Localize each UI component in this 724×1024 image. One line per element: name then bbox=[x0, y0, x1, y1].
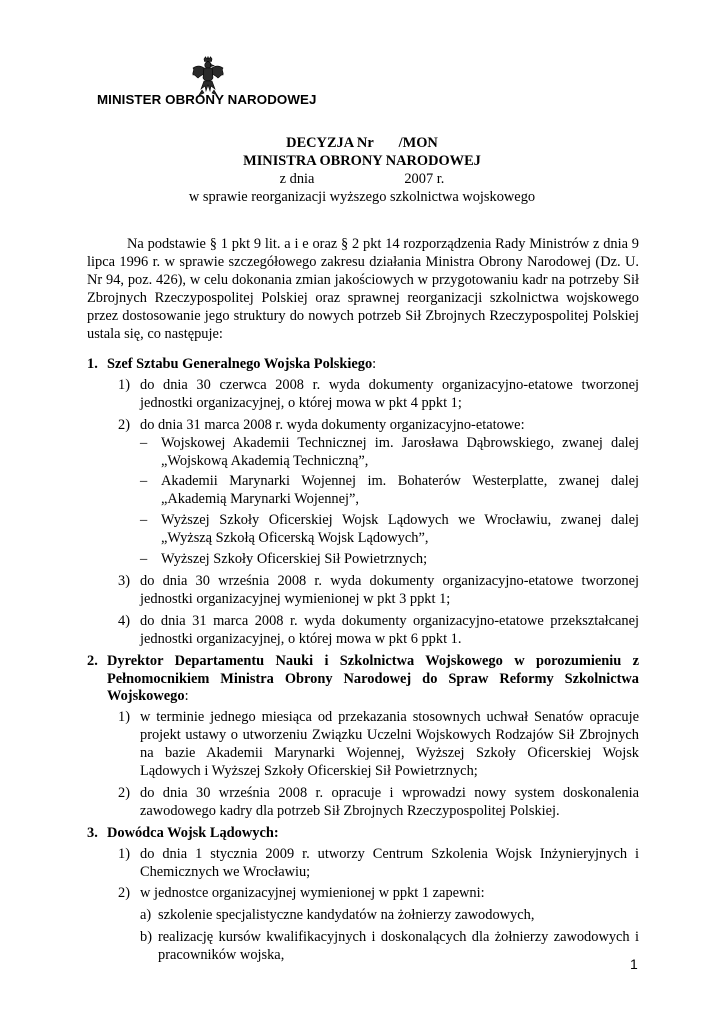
point: 2) w jednostce organizacyjnej wymienionej w ppkt 1 zapewni: a) szkolenie specjalistyczne kandydatów na żołnierzy zawodowych, b) realizację kursów kwalifikacyjnych i doskonalących dla żołnierzy zawodowych i pracowników wojska, bbox=[118, 885, 639, 964]
section-heading: Szef Sztabu Generalnego Wojska Polskiego: bbox=[107, 356, 377, 372]
dash-item: – Wyższej Szkoły Oficerskiej Wojsk Lądowych we Wrocławiu, zwanej dalej „Wyższą Szkołą Oficerską Wojsk Lądowych”, bbox=[140, 512, 639, 547]
decision-number: DECYZJA Nr /MON bbox=[286, 135, 438, 151]
section-number: 3. bbox=[87, 824, 98, 841]
section-number: 2. bbox=[87, 652, 98, 669]
ministry-label: MINISTER OBRONY NARODOWEJ bbox=[97, 92, 317, 107]
section-heading: Dyrektor Departamentu Nauki i Szkolnictwa Wojskowego w porozumieniu z Pełnomocnikiem Ministra Obrony Narodowej do Spraw Reformy Szkolnictwa Wojskowego: bbox=[107, 652, 639, 705]
section-3 bbox=[87, 825, 639, 965]
dash-item: – Akademii Marynarki Wojennej im. Bohaterów Westerplatte, zwanej dalej „Akademią Marynarki Wojennej”, bbox=[140, 473, 639, 508]
point: 1) w terminie jednego miesiąca od przekazania stosownych uchwał Senatów opracuje projekt ustawy o utworzeniu Związku Uczelni Wojskowych Rodzajów Sił Zbrojnych na bazie Akademii Marynarki Wojennej, Wyższej Szkoły Oficerskiej Wojsk Lądowych i Wyższej Szkoły Oficerskiej Sił Powietrznych; bbox=[118, 709, 639, 780]
preamble: Na podstawie § 1 pkt 9 lit. a i e oraz § 2 pkt 14 rozporządzenia Rady Ministrów z dnia 9 lipca 1996 r. w sprawie szczegółowego zakresu działania Ministra Obrony Narodowej (Dz. U. Nr 94, poz. 426), w celu dokonania zmian jakościowych w przygotowaniu kadr na potrzeby Sił Zbrojnych Rzeczypospolitej Polskiej oraz sprawnej reorganizacji szkolnictwa wojskowego przez dostosowanie jego struktury do nowych potrzeb Sił Zbrojnych Rzeczypospolitej Polskiej ustala się, co następuje: bbox=[87, 236, 639, 342]
dash-item: – Wyższej Szkoły Oficerskiej Sił Powietrznych; bbox=[140, 551, 428, 568]
decision-subject: w sprawie reorganizacji wyższego szkolnictwa wojskowego bbox=[188, 189, 536, 205]
letter-item: b) realizację kursów kwalifikacyjnych i doskonalących dla żołnierzy zawodowych i pracowników wojska, bbox=[140, 929, 639, 964]
decision-title-block bbox=[0, 134, 724, 206]
section-heading: Dowódca Wojsk Lądowych: bbox=[107, 824, 279, 841]
point: 3) do dnia 30 września 2008 r. wyda dokumenty organizacyjno-etatowe tworzonej jednostki organizacyjnej wymienionej w pkt 3 ppkt 1; bbox=[118, 572, 639, 607]
point: 4) do dnia 31 marca 2008 r. wyda dokumenty organizacyjno-etatowe przekształcanej jednostki organizacyjnej, o której mowa w pkt 6 ppkt 1. bbox=[118, 612, 639, 647]
section-1 bbox=[87, 356, 639, 649]
dash-item: – Wojskowej Akademii Technicznej im. Jarosława Dąbrowskiego, zwanej dalej „Wojskową Akademią Techniczną”, bbox=[140, 434, 639, 469]
section-2 bbox=[87, 653, 639, 821]
point: 1) do dnia 1 stycznia 2009 r. utworzy Centrum Szkolenia Wojsk Inżynieryjnych i Chemicznych we Wrocławiu; bbox=[118, 845, 639, 880]
document-body bbox=[87, 356, 639, 969]
section-number: 1. bbox=[87, 356, 98, 372]
point: 1) do dnia 30 czerwca 2008 r. wyda dokumenty organizacyjno-etatowe tworzonej jednostki organizacyjnej, o której mowa w pkt 4 ppkt 1; bbox=[118, 376, 639, 411]
letter-item: a) szkolenie specjalistyczne kandydatów na żołnierzy zawodowych, bbox=[140, 907, 535, 924]
decision-issuer: MINISTRA OBRONY NARODOWEJ bbox=[243, 153, 481, 169]
decision-date: z dnia 2007 r. bbox=[279, 171, 445, 187]
page-number: 1 bbox=[630, 956, 638, 972]
point: 2) do dnia 31 marca 2008 r. wyda dokumenty organizacyjno-etatowe: – Wojskowej Akademii Technicznej im. Jarosława Dąbrowskiego, zwanej dalej „Wojskową Akademią Techniczną”, – Akademii Marynarki Wojennej im. Bohaterów Westerplatte, zwanej dalej „Akademią Marynarki Wojennej”, – Wyższej Szkoły Oficerskiej Wojsk Lądowych we Wrocławiu, zwanej dalej „Wyższą Szkołą Oficerską Wojsk Lądowych”, – Wyższej Szkoły Oficerskiej Sił Powietrznych; bbox=[118, 416, 639, 568]
point: 2) do dnia 30 września 2008 r. opracuje i wprowadzi nowy system doskonalenia zawodowego kadry dla potrzeb Sił Zbrojnych Rzeczypospolitej Polskiej. bbox=[118, 784, 639, 819]
